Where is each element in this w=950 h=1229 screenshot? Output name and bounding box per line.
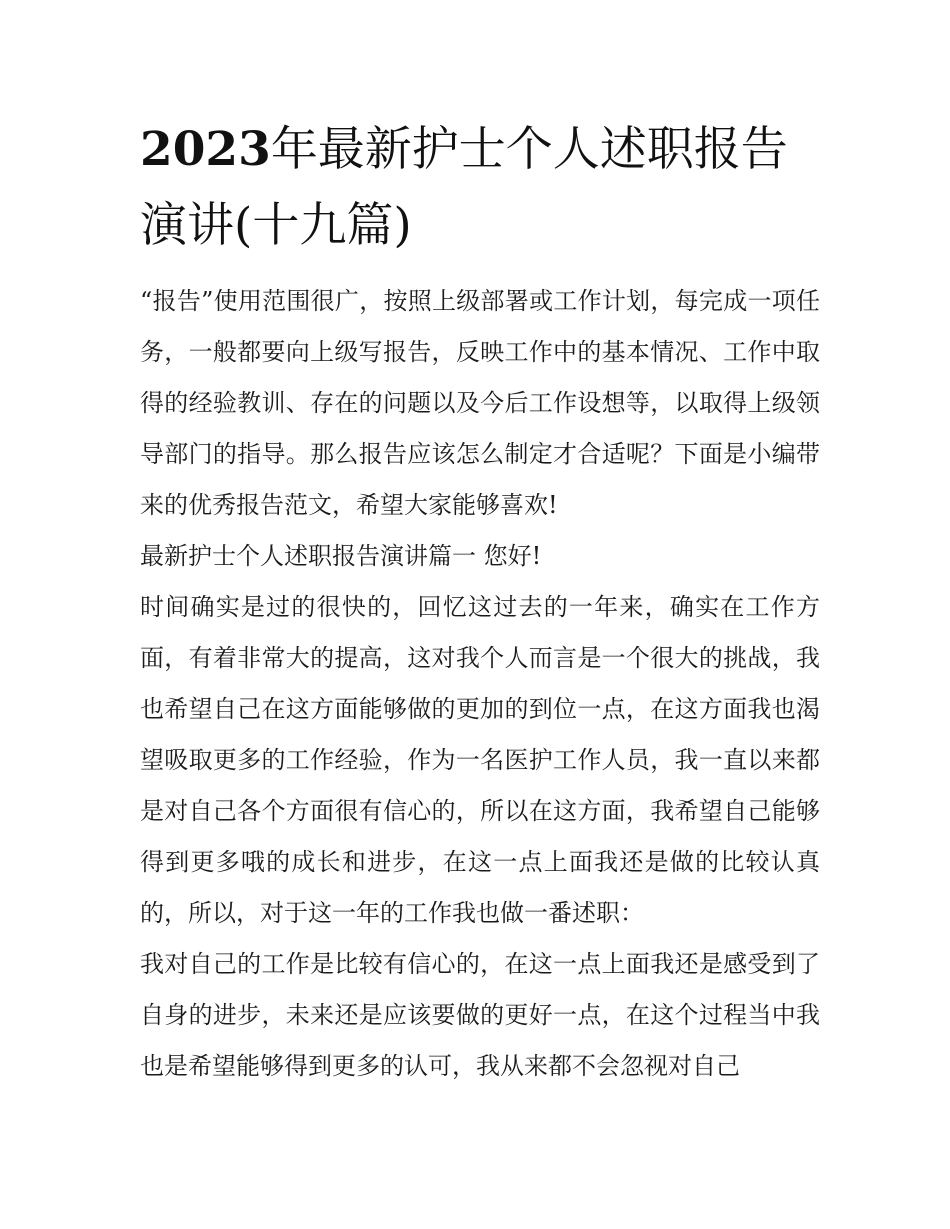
body-paragraph: 时间确实是过的很快的，回忆这过去的一年来，确实在工作方面，有着非常大的提高，这对我个人而言是一个很大的挑战，我也希望自己在这方面能够做的更加的到位一点，在这方面我也渴望吸取更多的工作经验，作为一名医护工作人员，我一直以来都是对自己各个方面很有信心的，所以在这方面，我希望自己能够得到更多哦的成长和进步，在这一点上面我还是做的比较认真的，所以，对于这一年的工作我也做一番述职：: [140, 593, 820, 927]
intro-paragraph: “报告”使用范围很广，按照上级部署或工作计划，每完成一项任务，一般都要向上级写报告，反映工作中的基本情况、工作中取得的经验教训、存在的问题以及今后工作设想等，以取得上级领导部门的指导。那么报告应该怎么制定才合适呢？下面是小编带来的优秀报告范文，希望大家能够喜欢!: [140, 287, 820, 519]
body-paragraph: 我对自己的工作是比较有信心的，在这一点上面我还是感受到了自身的进步，未来还是应该要做的更好一点，在这个过程当中我也是希望能够得到更多的认可，我从来都不会忽视对自己: [140, 950, 820, 1080]
page-title: [140, 112, 830, 264]
section-heading: 最新护士个人述职报告演讲篇一 您好!: [140, 542, 542, 570]
document-body: [140, 276, 820, 1092]
title-year: 2023: [140, 122, 271, 177]
title-text: 年最新护士个人述职报告演讲(十九篇): [140, 122, 788, 253]
